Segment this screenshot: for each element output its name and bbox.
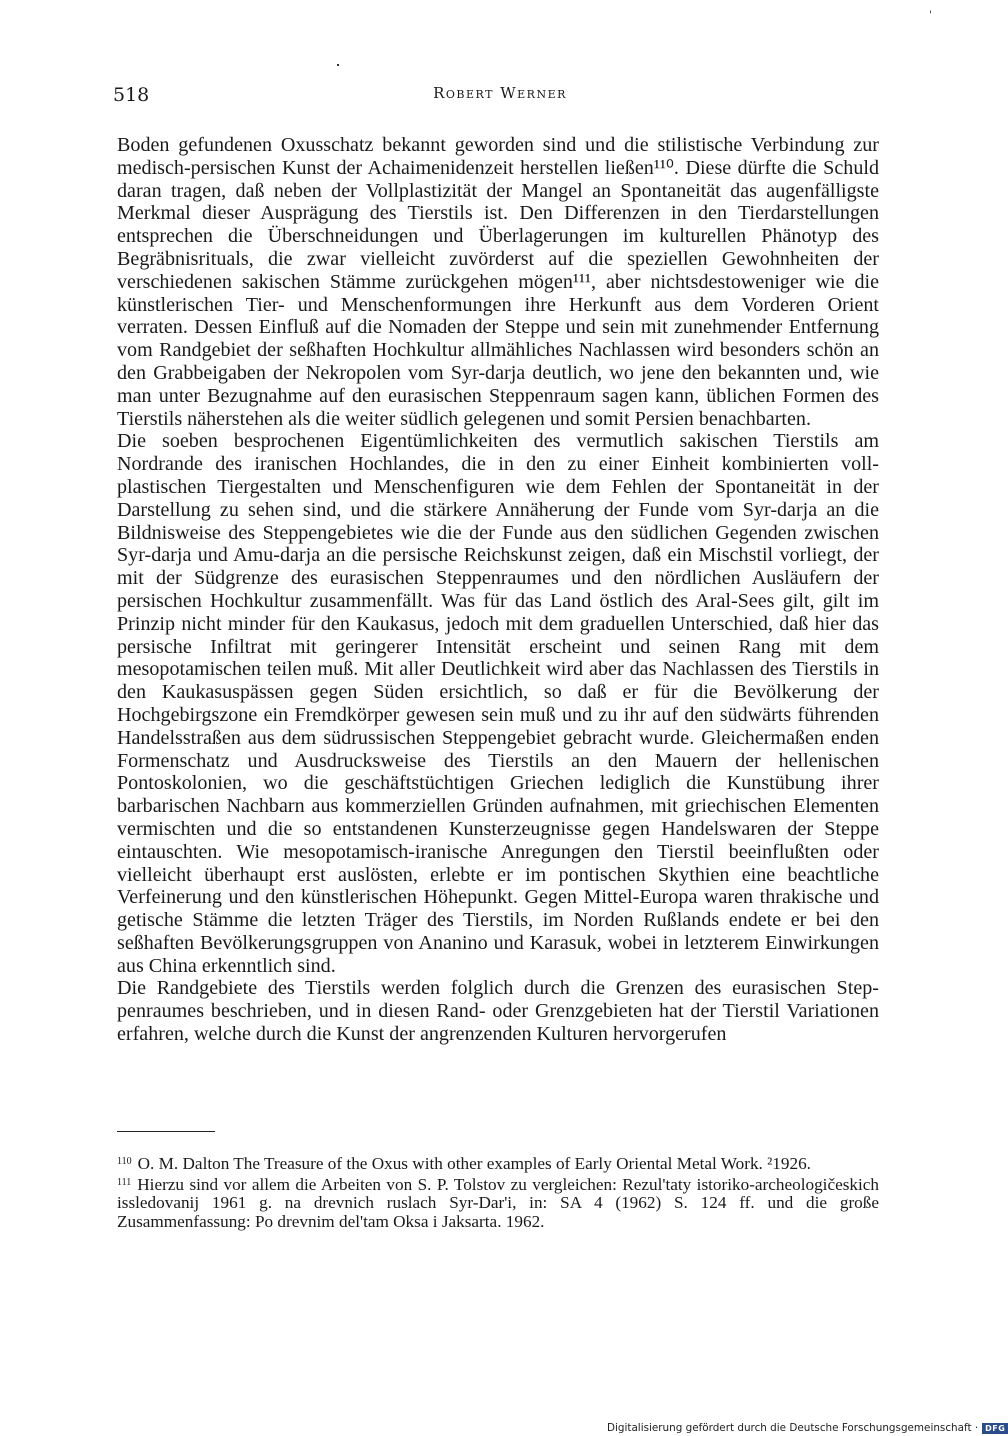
footnote-number: 111 <box>117 1176 132 1188</box>
paragraph: Boden gefundenen Oxusschatz bekannt geworden sind und die stilistische Verbindung zur medisch-persischen Kunst der Achaimenidenzeit herstellen ließen¹¹⁰. Diese dürfte die Schuld daran tragen, daß neben der Vollplastizität der Mangel an Spontaneität das augenfälligste Merkmal dieser Ausprägung des Tierstils ist. Den Differenzen in den Tierdarstellungen entsprechen die Überschneidungen und Überlagerungen im kulturellen Phänotyp des Begräbnisrituals, die zwar vielleicht zuvörderst auf die speziellen Gewohnheiten der verschiedenen sakischen Stämme zurückgehen mögen¹¹¹, aber nichtsdestoweniger wie die künstlerischen Tier- und Menschenformungen ihre Herkunft aus dem Vorderen Orient verraten. Dessen Einfluß auf die Nomaden der Steppe und sein mit zunehmender Entfernung vom Randgebiet der seßhaften Hochkultur allmähliches Nachlassen wird besonders schön an den Grabbeigaben der Nekropolen vom Syr-darja deutlich, wo jene den bekannten und, wie man unter Bezugnahme auf den eurasischen Steppenraum sagen kann, üblichen Formen des Tierstils näherstehen als die weiter südlich gelegenen und somit Persien benachbarten. <box>117 134 879 430</box>
footnote-number: 110 <box>117 1156 132 1167</box>
paragraph: Die Randgebiete des Tierstils werden folglich durch die Grenzen des eurasischen Steppenraumes beschrieben, und in diesen Rand- oder Grenzgebieten hat der Tierstil Variationen erfahren, welche durch die Kunst der angrenzenden Kulturen hervorgerufen <box>117 977 879 1046</box>
footnote-text: Hierzu sind vor allem die Arbeiten von S. P. Tolstov zu vergleichen: Rezul'taty istoriko-archeologičeskich issledovanij 1961 g. na drevnich ruslach Syr-Dar'i, in: SA 4 (1962) S. 124 ff. und die große Zusammenfassung: Po drevnim del'tam Oksa i Jaksarta. 1962. <box>117 1174 879 1231</box>
footnote-divider <box>117 1131 215 1132</box>
digitization-credit <box>607 1420 1008 1436</box>
credit-text: Digitalisierung gefördert durch die Deutsche Forschungsgemeinschaft · <box>607 1422 979 1434</box>
paragraph: Die soeben besprochenen Eigentümlichkeiten des vermutlich sakischen Tierstils am Nordrande des iranischen Hochlandes, die in den zu einer Einheit kombinierten vollplastischen Tiergestalten und Menschenfiguren wie dem Fehlen der Spontaneität in der Darstellung zu sehen sind, und die stärkere Annäherung der Funde vom Syr-darja an die Bildnisweise des Steppengebietes wie die der Funde aus den südlichen Gegenden zwischen Syr-darja und Amu-darja an die persische Reichskunst zeigen, daß ein Mischstil vorliegt, der mit der Südgrenze des eurasischen Steppenraumes und den nördlichen Ausläufern der persischen Hochkultur zusammenfällt. Was für das Land östlich des Aral-Sees gilt, gilt im Prinzip nicht minder für den Kaukasus, jedoch mit dem graduellen Unterschied, daß hier das persische Infiltrat mit geringerer Intensität erscheint und seinen Rang mit dem mesopotamischen teilen muß. Mit aller Deutlichkeit wird aber das Nachlassen des Tierstils in den Kaukasuspässen gegen Süden ersichtlich, so daß er für die Bevölkerung der Hochgebirgszone ein Fremdkörper gewesen sein muß und zu ihr auf den südwärts führenden Handelsstraßen aus dem südrussischen Steppengebiet gebracht wurde. Gleichermaßen enden Formenschatz und Ausdrucksweise des Tierstils an den Mauern der hellenischen Pontoskolonien, wo die geschäftstüchtigen Griechen lediglich die Kunstübung ihrer barbarischen Nachbarn aus kommerziellen Gründen aufnahmen, mit griechischen Elementen vermischten und die so entstandenen Kunsterzeugnisse gegen Handelswaren der Steppe eintauschten. Wie mesopotamisch-iranische Anregungen den Tierstil beeinflußten oder vielleicht überhaupt erst auslösten, erlebte er im pontischen Skythien eine beachtliche Verfeinerung und den künstlerischen Höhepunkt. Gegen Mittel-Europa waren thrakische und getische Stämme die letzten Träger des Tierstils, im Norden Rußlands endete er bei den seßhaften Bevölkerungsgruppen von Ananino und Karasuk, wobei in letzterem Einwirkungen aus China erkenntlich sind. <box>117 430 879 977</box>
footnotes <box>117 1153 879 1231</box>
scan-speck <box>337 64 339 66</box>
dfg-logo-icon: DFG <box>982 1423 1008 1434</box>
main-text <box>117 134 879 1046</box>
footnote-text: O. M. Dalton The Treasure of the Oxus with other examples of Early Oriental Metal Work. ²1926. <box>137 1154 811 1173</box>
footnote <box>117 1153 879 1174</box>
footnote <box>117 1174 879 1232</box>
running-head: Robert Werner <box>433 84 567 102</box>
scan-mark: ' <box>929 10 932 21</box>
page-number: 518 <box>113 84 150 106</box>
